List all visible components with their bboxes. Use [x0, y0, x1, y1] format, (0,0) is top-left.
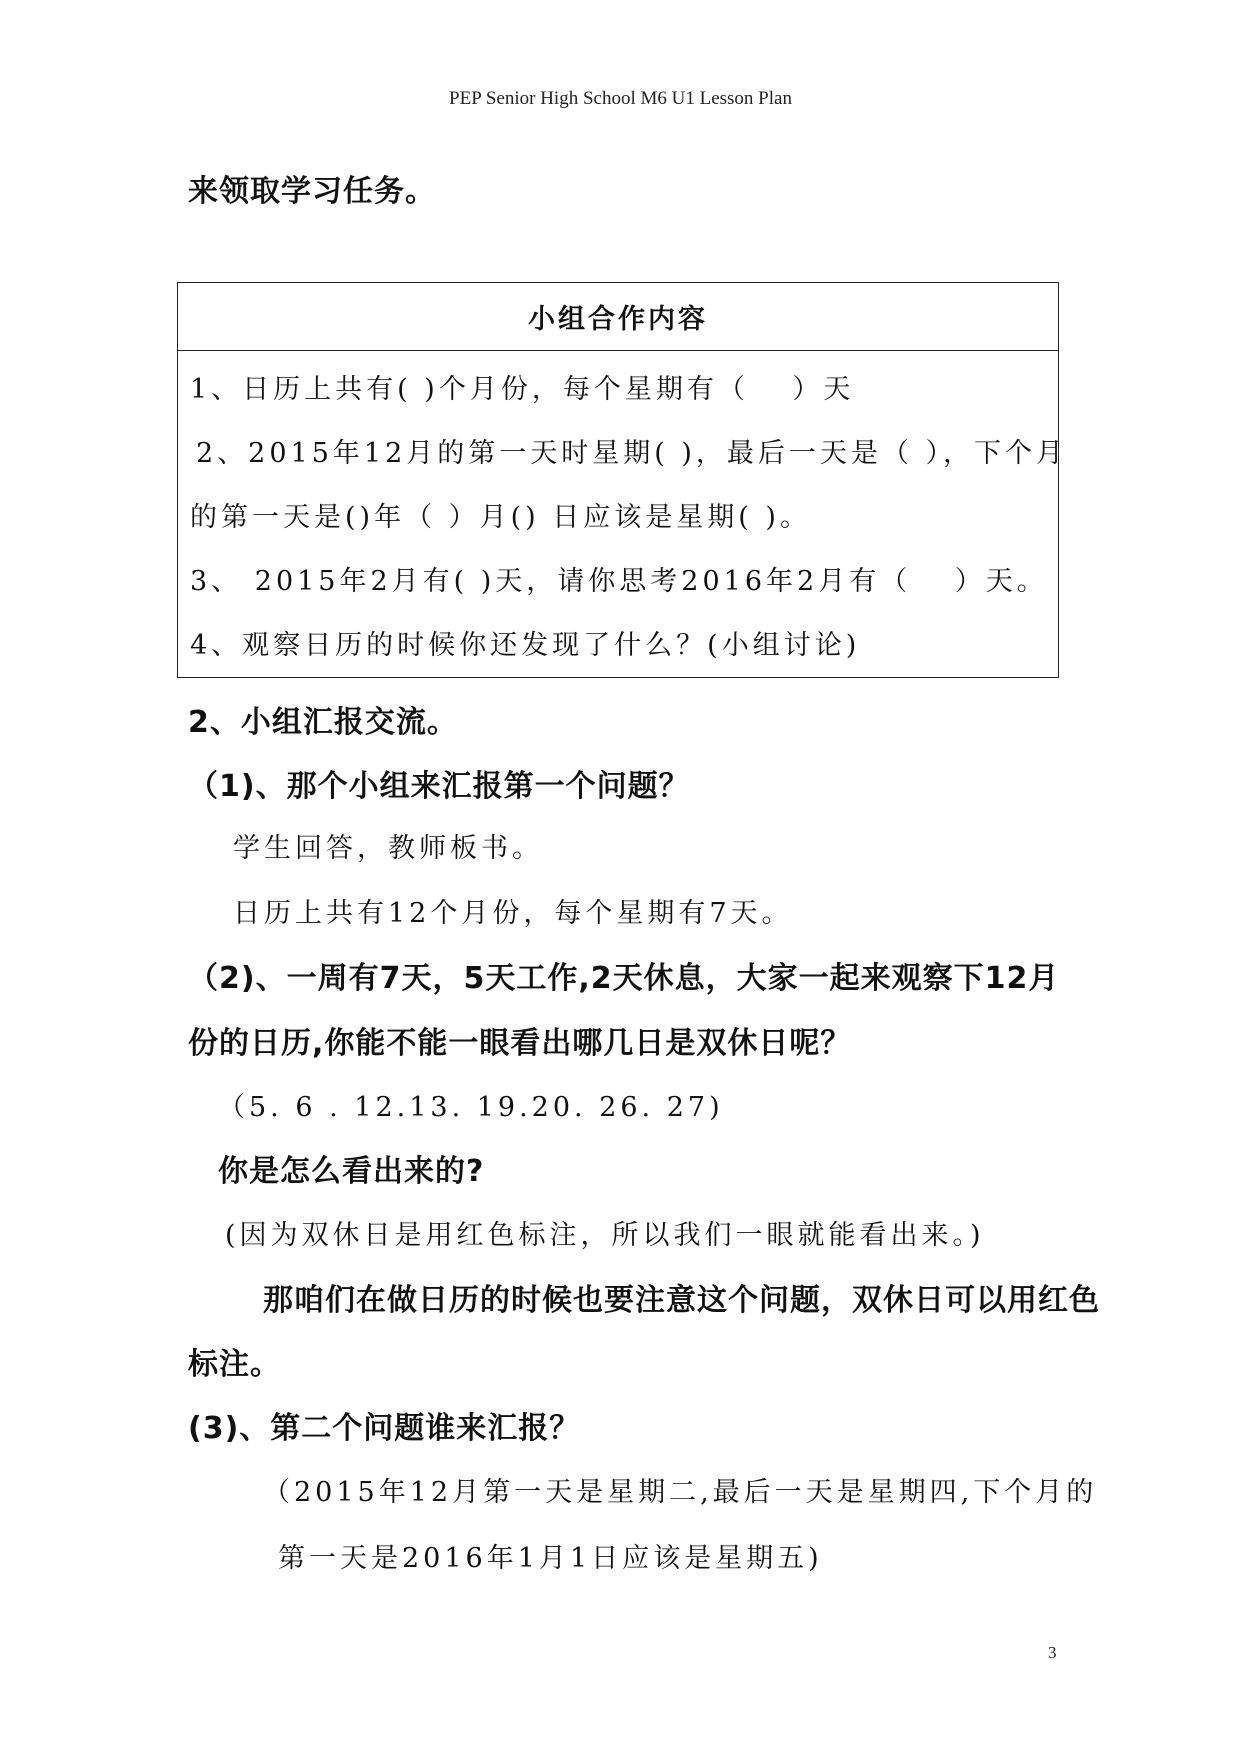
weekend-dates: （5. 6 . 12.13. 19.20. 26. 27): [218, 1092, 724, 1123]
question-1-heading: （1)、那个小组来汇报第一个问题？: [188, 769, 690, 804]
question-3-answer-line-1: （2015年12月第一天是星期二,最后一天是星期四,下个月的: [263, 1477, 1098, 1508]
section-heading-report: 2、小组汇报交流。: [188, 705, 458, 740]
table-heading: 小组合作内容: [178, 283, 1058, 351]
page-header: PEP Senior High School M6 U1 Lesson Plan: [449, 88, 792, 109]
follow-up-question: 你是怎么看出来的?: [218, 1154, 485, 1189]
question-3-heading: (3)、第二个问题谁来汇报？: [188, 1411, 581, 1446]
table-line-5: 4、观察日历的时候你还发现了什么？(小组讨论): [190, 630, 861, 661]
group-work-table: [177, 282, 1067, 678]
teacher-note-line-1: 那咱们在做日历的时候也要注意这个问题，双休日可以用红色: [263, 1283, 1100, 1318]
teacher-note-line-2: 标注。: [188, 1347, 281, 1382]
table-line-4: 3、 2015年2月有( )天，请你思考2016年2月有（ ）天。: [190, 566, 1048, 597]
answer-line-1: 学生回答，教师板书。: [233, 833, 543, 864]
question-2-line-1: （2)、一周有7天，5天工作,2天休息，大家一起来观察下12月: [188, 961, 1060, 996]
intro-line: 来领取学习任务。: [188, 174, 436, 209]
table-line-3: 的第一天是()年（ ）月() 日应该是星期( )。: [190, 502, 811, 533]
question-3-answer-line-2: 第一天是2016年1月1日应该是星期五): [278, 1543, 823, 1574]
follow-up-answer: (因为双休日是用红色标注，所以我们一眼就能看出来。): [225, 1220, 985, 1251]
table-line-1: 1、日历上共有( )个月份，每个星期有（ ）天: [190, 374, 855, 405]
page-number: 3: [1048, 1643, 1057, 1662]
table-line-2: 2、2015年12月的第一天时星期( )，最后一天是（ ），下个月: [196, 438, 1067, 469]
answer-line-2: 日历上共有12个月份，每个星期有7天。: [233, 898, 793, 929]
question-2-line-2: 份的日历,你能不能一眼看出哪几日是双休日呢？: [188, 1026, 852, 1061]
